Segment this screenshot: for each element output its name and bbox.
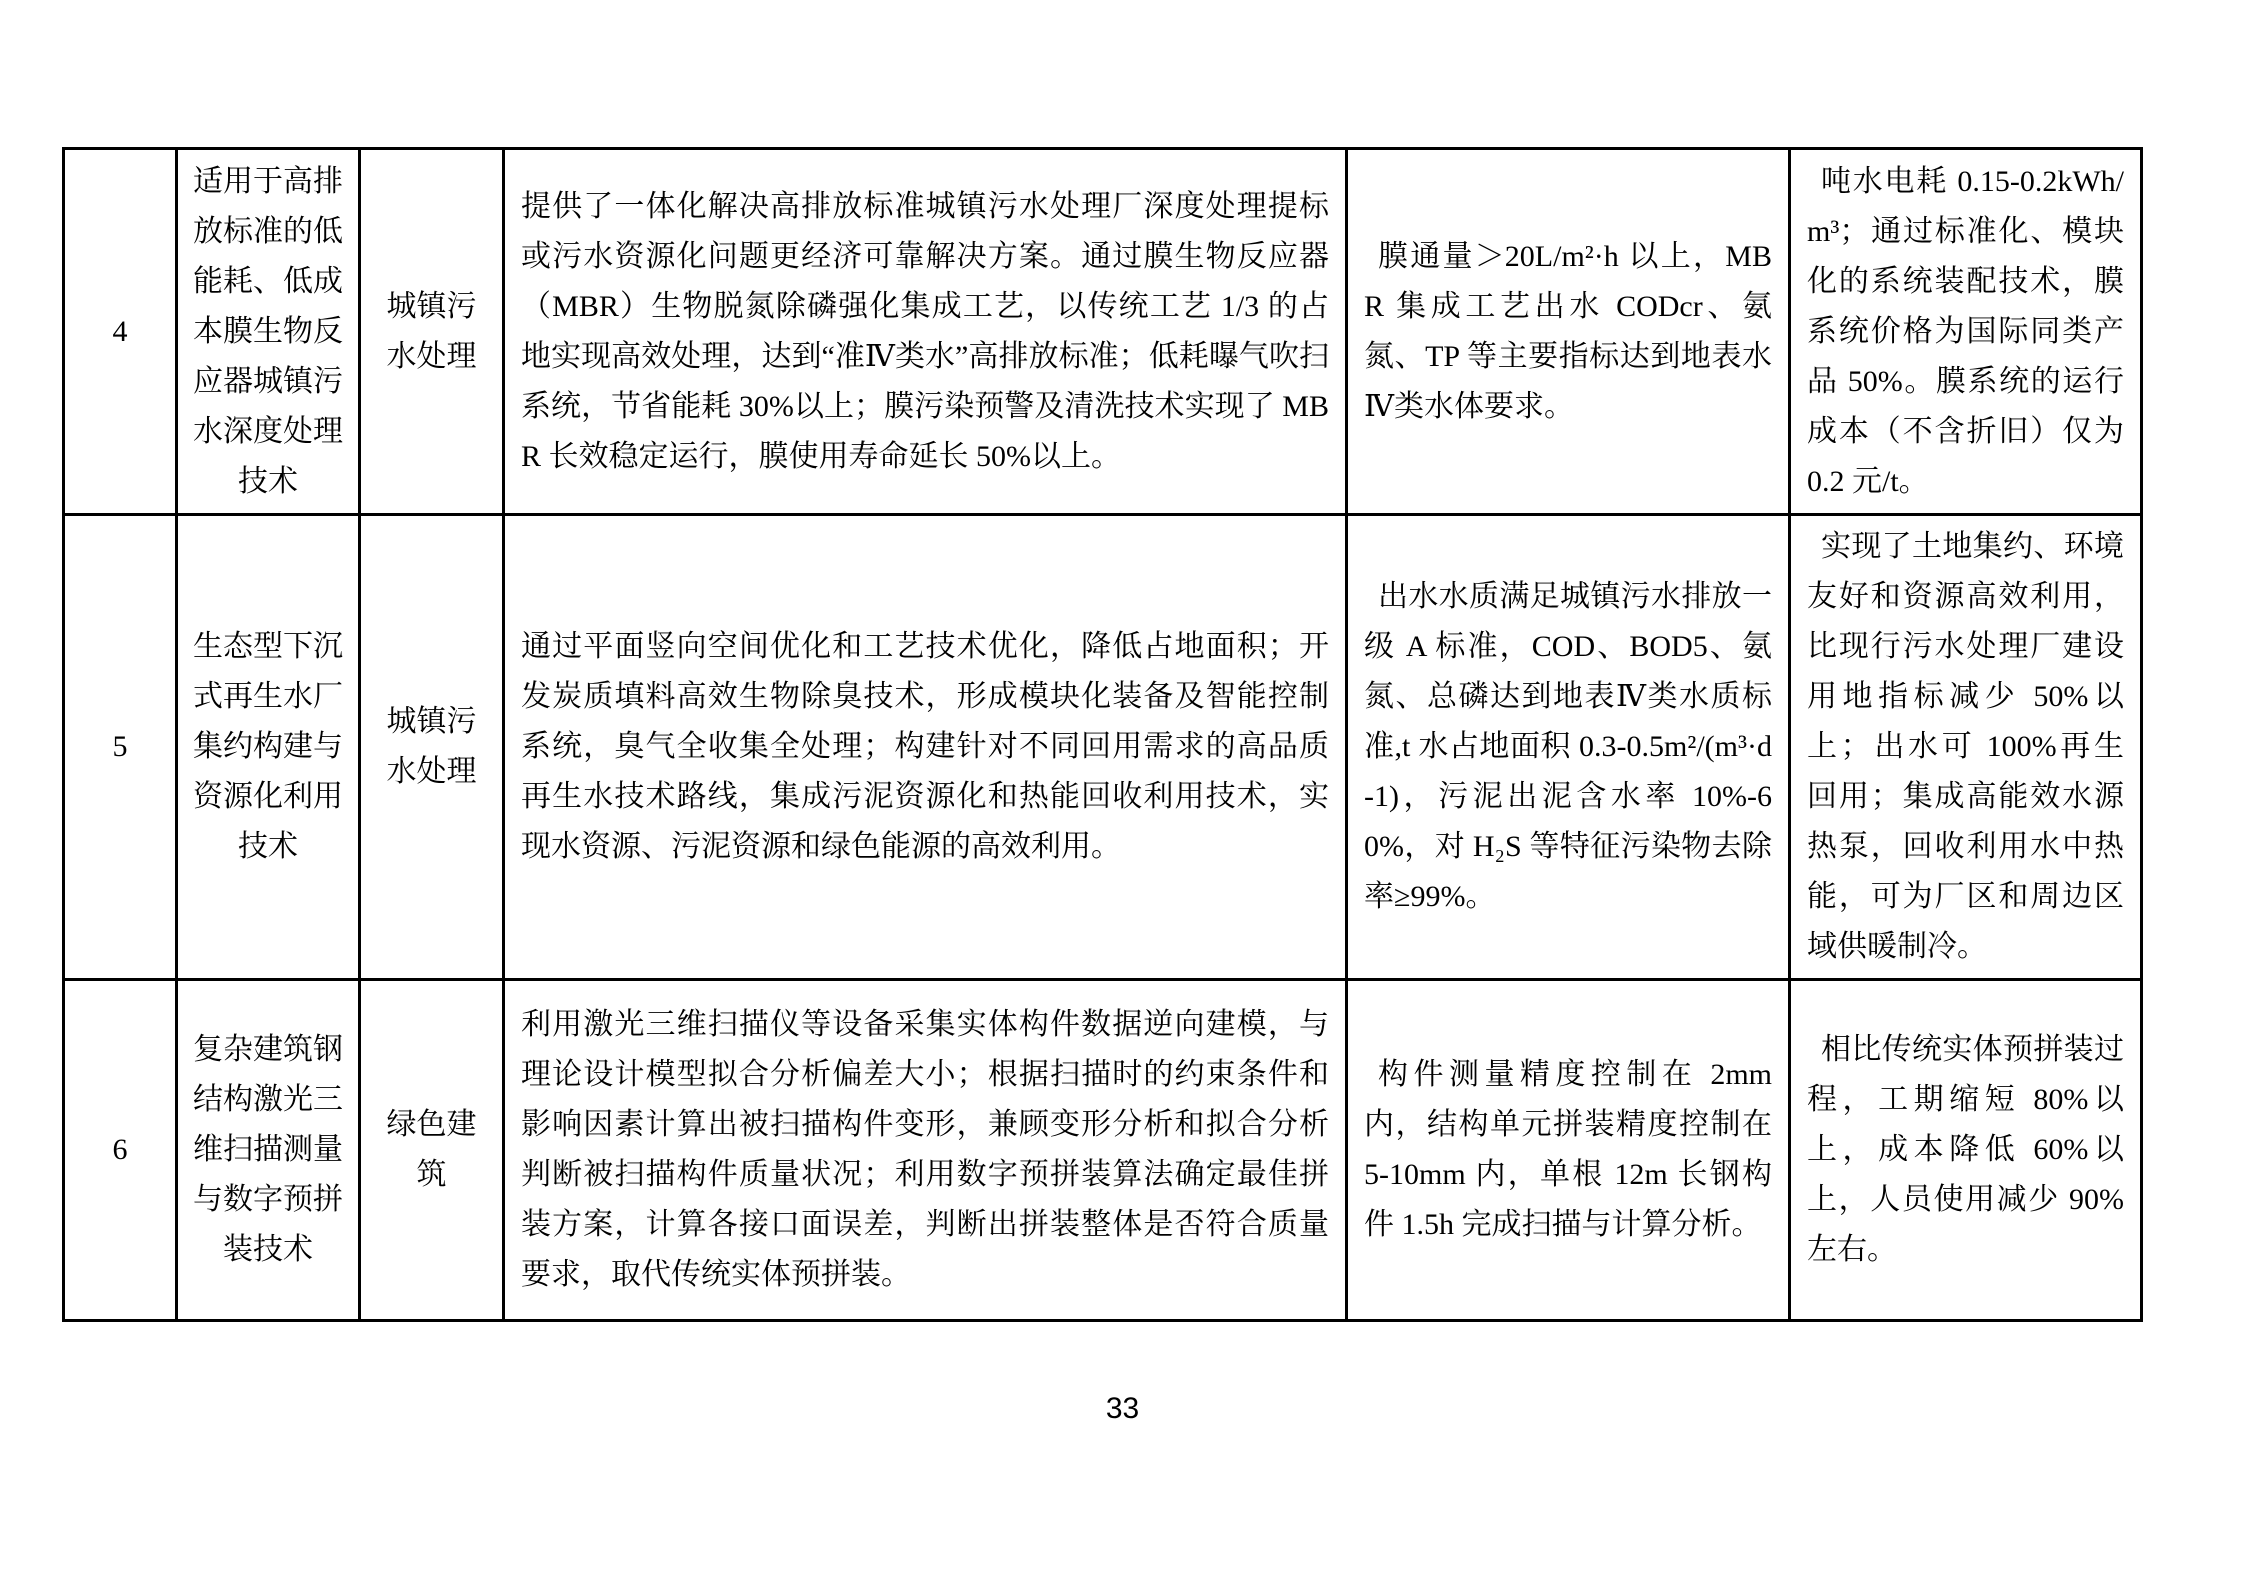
tech-name-cell: 生态型下沉式再生水厂集约构建与资源化利用技术 — [177, 515, 360, 980]
tech-name-cell: 复杂建筑钢结构激光三维扫描测量与数字预拼装技术 — [177, 980, 360, 1321]
category-cell: 城镇污水处理 — [360, 149, 504, 515]
benefits-cell: 实现了土地集约、环境友好和资源高效利用，比现行污水处理厂建设用地指标减少 50%以上；出水可 100%再生回用；集成高能效水源热泵，回收利用水中热能，可为厂区和周边区域供暖制冷。 — [1790, 515, 2142, 980]
row-number-cell: 6 — [64, 980, 177, 1321]
table-row — [64, 149, 2142, 515]
indicators-cell: 膜通量＞20L/m²·h 以上，MBR 集成工艺出水 CODcr、氨氮、TP 等主要指标达到地表水Ⅳ类水体要求。 — [1347, 149, 1790, 515]
row-number-cell: 4 — [64, 149, 177, 515]
row-number-cell: 5 — [64, 515, 177, 980]
description-cell: 通过平面竖向空间优化和工艺技术优化，降低占地面积；开发炭质填料高效生物除臭技术，形成模块化装备及智能控制系统，臭气全收集全处理；构建针对不同回用需求的高品质再生水技术路线，集成污泥资源化和热能回收利用技术，实现水资源、污泥资源和绿色能源的高效利用。 — [504, 515, 1347, 980]
description-cell: 利用激光三维扫描仪等设备采集实体构件数据逆向建模，与理论设计模型拟合分析偏差大小；根据扫描时的约束条件和影响因素计算出被扫描构件变形，兼顾变形分析和拟合分析判断被扫描构件质量状况；利用数字预拼装算法确定最佳拼装方案，计算各接口面误差，判断出拼装整体是否符合质量要求，取代传统实体预拼装。 — [504, 980, 1347, 1321]
table-row — [64, 980, 2142, 1321]
page-number: 33 — [1105, 1392, 1140, 1425]
description-cell: 提供了一体化解决高排放标准城镇污水处理厂深度处理提标或污水资源化问题更经济可靠解决方案。通过膜生物反应器（MBR）生物脱氮除磷强化集成工艺，以传统工艺 1/3 的占地实现高效处理，达到“准Ⅳ类水”高排放标准；低耗曝气吹扫系统，节省能耗 30%以上；膜污染预警及清洗技术实现了 MBR 长效稳定运行，膜使用寿命延长 50%以上。 — [504, 149, 1347, 515]
benefits-cell: 吨水电耗 0.15-0.2kWh/m³；通过标准化、模块化的系统装配技术，膜系统价格为国际同类产品 50%。膜系统的运行成本（不含折旧）仅为 0.2 元/t。 — [1790, 149, 2142, 515]
indicators-cell: 构件测量精度控制在 2mm 内，结构单元拼装精度控制在 5-10mm 内，单根 12m 长钢构件 1.5h 完成扫描与计算分析。 — [1347, 980, 1790, 1321]
technology-table — [62, 147, 2143, 1322]
category-cell: 城镇污水处理 — [360, 515, 504, 980]
indicators-cell: 出水水质满足城镇污水排放一级 A 标准，COD、BOD5、氨氮、总磷达到地表Ⅳ类水质标准,t 水占地面积 0.3-0.5m²/(m³·d-1)，污泥出泥含水率 10%-60%，对 H₂S 等特征污染物去除率≥99%。 — [1347, 515, 1790, 980]
category-cell: 绿色建筑 — [360, 980, 504, 1321]
tech-name-cell: 适用于高排放标准的低能耗、低成本膜生物反应器城镇污水深度处理技术 — [177, 149, 360, 515]
table-row — [64, 515, 2142, 980]
benefits-cell: 相比传统实体预拼装过程，工期缩短 80%以上，成本降低 60%以上，人员使用减少 90%左右。 — [1790, 980, 2142, 1321]
